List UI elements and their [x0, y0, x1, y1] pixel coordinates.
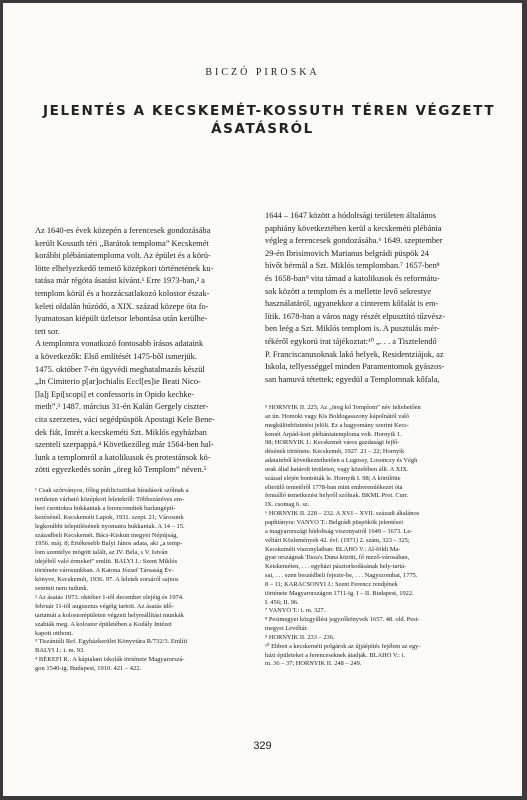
text-line: szenteli szerpappá.⁴ Következőleg már 1564-ben hal-	[35, 440, 214, 450]
text-line: lunk a templomról a katolikusok és protestánsok kö-	[35, 452, 211, 462]
footnote-line: tartamát a kolostorépületen végzett helyreállítási munkák	[35, 611, 184, 619]
text-line: tékéről egykorú irat tájékoztat:¹⁰ „. . . a Tisztelendő	[265, 336, 437, 346]
footnote-line: története városunkban. A Katona József Társaság Év-	[35, 567, 174, 575]
text-line: zötti egyezkedés során „öreg kő Templom” néven.⁵	[35, 465, 207, 475]
page-number: 329	[253, 740, 272, 752]
footnote-line: ⁵ HORNYIK II. 225; Az „öreg kő Templom” név feltehetően	[265, 404, 421, 411]
text-line: cita szerzetes, váci segédpüspök Apostagi Kele Bene-	[35, 414, 215, 424]
footnote-line: véltári Közlemények 42. évf. (1971) 2. szám, 323 – 325;	[265, 536, 410, 544]
footnote-line: az ún. Homoki vagy Kis Boldogasszony kápolnától való	[265, 412, 410, 420]
footnote-line: Kecskeméti viszonylatban: BLAHÓ V.: Al-földi Ma-	[265, 545, 401, 553]
text-line: lyamatosan kiépült üzletsor lebontása után kerülhe-	[35, 314, 208, 324]
footnote-line: elterülő temetőről 1778-ban mint emberemlékezet óta	[265, 483, 403, 491]
left-footnotes	[35, 487, 257, 674]
footnote-line: semmit nem tudunk.	[35, 584, 89, 592]
footnote-line: ⁴ BÉKEFI R.: A káptalani iskolák története Magyarorszá-	[35, 656, 185, 664]
text-line: tatása már régóta ásatást kívánt.¹ Erre 1973-ban,² a	[35, 276, 205, 286]
footnote-line: február 11-től augusztus végéig tartott. Az ásatás idő-	[35, 602, 174, 610]
footnote-line: paphiányra: VANYÓ T.: Belgrádi püspökök jelentései	[265, 518, 403, 526]
footnote-line: Ketskeméten, . . . egyházi pásztorkodásának hely-tartá-	[265, 563, 407, 571]
footnote-line: század elején bontották le. Hornyik I. 98; A körülötte	[265, 474, 401, 482]
text-line: [la]j Epi[scopi] et confessoris in Opido kechke-	[35, 389, 195, 399]
footnote-line: ¹⁰ Ebben a kecskeméti polgárok az újjáépítés fejében az egy-	[265, 642, 421, 650]
footnote-line: lom szentélye mögött talált, az IV. Béla, s V. István	[35, 549, 168, 557]
footnote-line: ³ Tiszántúli Ref. Egyházkerület Könyvtára R/732/3. Említi	[35, 638, 188, 646]
text-line: hívőt bérmál a Szt. Miklós templomban.⁷ 1657-ben⁸	[265, 261, 440, 271]
text-line: san hamuvá tétettek; egyedül a Templomnak kőfala,	[265, 374, 440, 384]
text-line: 29-én Ibrisimovich Marianus belgrádi püspök 24	[265, 248, 429, 258]
text-line: Az 1640-es évek közepén a ferencesek gondozásába	[35, 226, 211, 235]
text-line: és 1658-ban⁹ vita támad a katolikusok és reformátu-	[265, 273, 440, 283]
text-line: korábbi plébániatemploma volt. Az épület és a körü-	[35, 251, 211, 261]
footnote-line: fennálló temetkezési helyről szólnak. BKML Prot. Curr.	[265, 492, 409, 500]
footnote-line: legkorábbi településének nyomaira bukkantak. A 14 – 15.	[35, 522, 185, 530]
footnote-line: ² Az ásatás 1973. október 1-től december elejéig és 1974.	[35, 593, 184, 601]
text-line: a következők: Első említését 1475-ből ismerjük.	[35, 351, 197, 361]
footnote-line: ⁸ Pestmegyei közgyűlési jegyzőkönyvek 1657. 48. old. Pest-	[265, 616, 420, 624]
right-body-text	[265, 210, 487, 386]
footnote-line: megkülönböztetést jelöli. Ez a hagyomány szerint Kecs-	[265, 421, 409, 429]
footnote-line: idejéből való érmeket” említi. BALYI J.: Szent Miklós	[35, 558, 178, 566]
footnote-line: ⁷ VANYÓ T.: i. m. 327.	[265, 607, 326, 615]
text-line: paphiány következtében kerül a kecskeméti plébánia	[265, 223, 442, 233]
footnote-line: ⁶ HORNYIK II. 228 – 232. A XVI – XVII. századi általános	[265, 510, 420, 518]
footnote-line: gon 1540-ig. Budapest, 1910. 421 – 422.	[35, 665, 142, 673]
text-line: keleti oldalán húzódó, a XIX. század közepe óta fo-	[35, 301, 209, 311]
journal-page	[3, 3, 522, 796]
text-line: sok között a templom és a mellette levő sekrestye	[265, 286, 432, 296]
author-name: BICZÓ PIROSKA	[205, 67, 320, 78]
footnote-line: adatainból következtethetően a Lugossy, Losonczy és Végh	[265, 457, 418, 465]
title-line: JELENTÉS A KECSKEMÉT-KOSSUTH TÉREN VÉGZETT	[43, 103, 496, 119]
text-line: került Kossuth téri ,,Barátok temploma” Kecskemét	[35, 238, 209, 248]
text-line: ben leég a Szt. Miklós templom is. A pusztulás mér-	[265, 324, 440, 334]
footnote-line: kemét Árpád-kori plébániatemploma volt. Hornyik 1.	[265, 430, 402, 438]
text-line: lítik. 1678-ban a város nagy részét elpusztító tűzvész-	[265, 311, 446, 321]
footnote-line: ⁹ HORNYIK II. 233 – 236.	[265, 633, 335, 641]
text-line: „In Cimiterio p[ar]ochialis Eccl[es]ie Beati Nico-	[35, 377, 201, 387]
title-line: ÁSATÁSRÓL	[211, 121, 314, 137]
footnote-line: területen várható középkori leletekről: Többszázéves em-	[35, 495, 185, 503]
footnote-line: beri csontokra bukkantak a ferencrendiek barlangépít-	[35, 504, 176, 512]
footnote-line: szabták meg. A kolostor épületében a Kodály Intézet	[35, 620, 172, 628]
footnote-line: története Magyarországon 1711-ig. I – II. Budapest, 1922.	[265, 589, 414, 597]
footnote-line: IX. csomag 6. sz.	[265, 501, 310, 509]
text-line: A templomra vonatkozó fontosabb írásos adataink	[35, 339, 204, 349]
text-line: templom körül és a hozzácsatlakozó kolostor észak-	[35, 288, 210, 298]
text-line: dek fiát, Imrét a kecskeméti Szt. Miklós egyházban	[35, 427, 207, 437]
text-line: 1644 – 1647 között a hódoltsági területen általános	[265, 211, 436, 220]
footnote-line: ¹ Csak szórványos, főleg publicisztikai híradások szólnak a	[35, 487, 189, 494]
footnote-line: századbeli Kecskemét. Bács-Kiskun megyei Népújság,	[35, 531, 178, 539]
footnote-line: házi épületeket a ferenceseknek átadják. BLAHÓ V.: i.	[265, 651, 405, 659]
footnote-line: megyei Levéltár.	[265, 625, 308, 633]
footnote-line: kapott otthont.	[35, 629, 73, 637]
text-line: meth”.³ 1487. március 31-én Kalán Gergely ciszter-	[35, 402, 209, 412]
text-line: használatáról, ugyanekkor a cinterem kőfalát is em-	[265, 299, 439, 309]
text-line: lötte elhelyezkedő temető középkori történetének ku-	[35, 263, 214, 273]
article-title	[43, 102, 496, 138]
footnote-line: I. 456; II. 96.	[265, 598, 299, 606]
footnote-line: gyar országnak Tisza's Duna között, fő mező-városában,	[265, 554, 410, 562]
footnote-line: urak által határolt területen, vagy közelében állt. A XIX.	[265, 465, 409, 473]
footnote-line: sai, . . . ezen beszédbeli fejezte-be, . . . Nagyszombat, 1775.	[265, 572, 418, 580]
footnote-line: 98; HORNYIK J.: Kecskemét város gazdasági fejlő-	[265, 439, 400, 447]
footnote-line: kezésénél. Kecskeméti Lapok, 1931. szept. 21; Városunk	[35, 513, 184, 521]
footnote-line: BALYI J.: i. m. 93.	[35, 647, 85, 655]
text-line: tett sor.	[35, 326, 60, 336]
footnote-line: 1956. máj. 8; Értékesebb Balyi János adata, aki „a temp-	[35, 540, 183, 548]
text-line: Iskola, tellyességgel minden Paramentomok gyászos-	[265, 362, 445, 372]
footnote-line: désének története. Kecskemét, 1927. 21 – 22; Hornyik	[265, 448, 405, 456]
footnote-line: könyve, Kecskemét, 1936. 97. A leletek sorsáról sajnos	[35, 576, 179, 584]
footnote-line: 8 – 11; KARÁCSONYI J.: Szent Ferencz rendjének	[265, 580, 398, 588]
text-line: P. Franciscanusoknak lakó helyek, Residentziájok, az	[265, 349, 444, 359]
text-line: végleg a ferencesek gondozásába.⁶ 1649. szeptember	[265, 236, 443, 246]
text-line: 1475. október 7-én ügyvédi meghatalmazás készül	[35, 364, 205, 374]
left-body-text	[35, 225, 257, 477]
footnote-line: m. 36 – 37; HORNYIK II. 248 – 249.	[265, 660, 362, 668]
right-footnotes	[265, 404, 487, 669]
footnote-line: a magyarországi hódoltság viszonyairól 1649 – 1673. Le-	[265, 527, 413, 535]
